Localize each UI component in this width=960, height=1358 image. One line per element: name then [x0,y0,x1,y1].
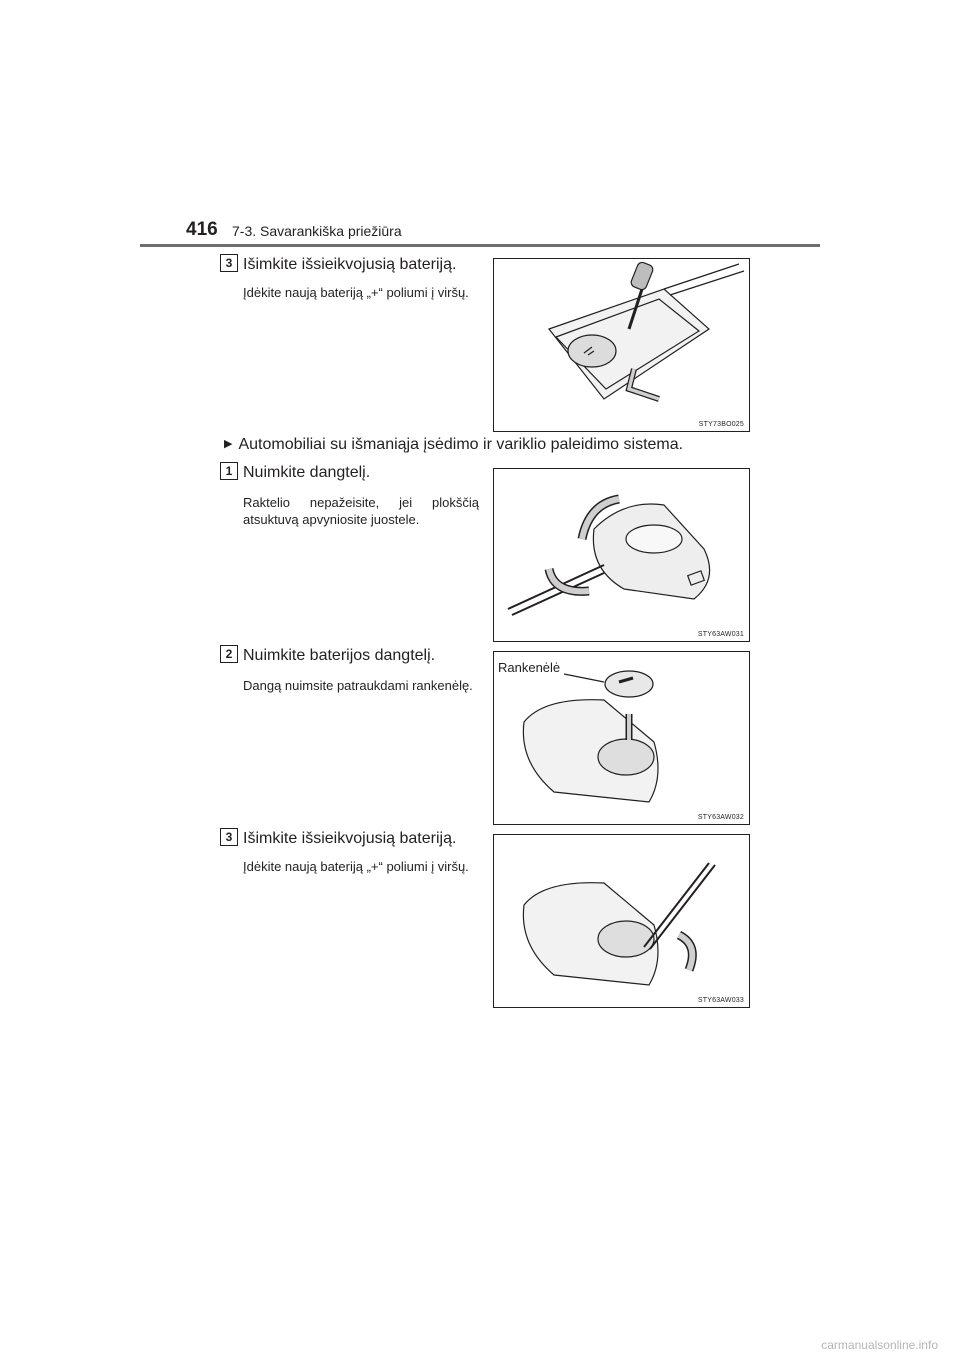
figure-code: STY73BO025 [698,421,744,428]
page-number: 416 [186,219,218,240]
section-title: 7-3. Savarankiška priežiūra [232,223,402,239]
footer-watermark: carmanualsonline.info [821,1338,938,1352]
key-fob-battery-illustration [494,259,749,431]
triangle-right-icon: ▶ [224,438,233,450]
figure-remove-cover [493,468,750,642]
header-rule [140,244,820,247]
step-badge: 3 [220,254,238,272]
key-fob-cover-illustration [494,469,749,641]
callout-label: Rankenėlė [498,660,561,675]
vehicle-variant-bullet [224,436,683,454]
step-heading: Nuimkite dangtelį. [243,464,371,481]
figure-code: STY63AW031 [697,631,744,638]
step-heading: Išimkite išsieikvojusią bateriją. [243,830,457,847]
figure-remove-battery-smart-key [493,834,750,1008]
bullet-text: Automobiliai su išmaniąja įsėdimo ir variklio paleidimo sistema. [238,436,684,453]
battery-cover-illustration [494,652,749,824]
step-heading: Nuimkite baterijos dangtelį. [243,647,436,664]
step-note: Raktelio nepažeisite, jei plokščią atsuktuvą apvyniosite juostele. [243,495,479,527]
figure-code: STY63AW032 [697,814,744,821]
step-note: Įdėkite naują bateriją „+“ poliumi į viršų. [243,859,469,874]
figure-remove-battery-cover [493,651,750,825]
figure-remove-battery-blade-key [493,258,750,432]
step-badge: 1 [220,462,238,480]
step-badge: 3 [220,828,238,846]
figure-code: STY63AW033 [697,997,744,1004]
step-badge: 2 [220,645,238,663]
smart-key-battery-illustration [494,835,749,1007]
step-heading: Išimkite išsieikvojusią bateriją. [243,256,457,273]
step-note: Dangą nuimsite patraukdami rankenėlę. [243,678,473,693]
step-note: Įdėkite naują bateriją „+“ poliumi į viršų. [243,285,469,300]
